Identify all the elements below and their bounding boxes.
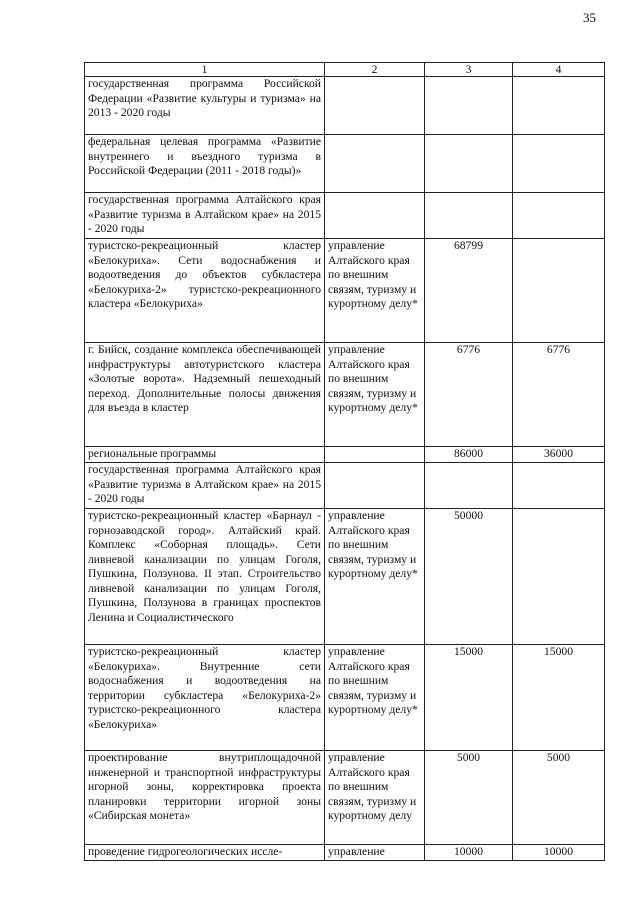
amount-cell: 10000: [425, 845, 513, 861]
amount-cell: 15000: [513, 645, 605, 751]
program-name-cell: государственная программа Российской Федерации «Развитие культуры и туризма» на 2013 - 2020 годы: [85, 77, 325, 135]
table-row: [85, 463, 605, 509]
program-name-cell: туристско-рекреационный кластер «Барнаул - горнозаводской город». Алтайский край. Комплекс «Соборная площадь». Сети ливневой канализации по улицам Гоголя, Пушкина, Ползунова. II этап. Строительство ливневой канализации по улицам Гоголя, Пушкина, Ползунова в границах проспектов Ленина и Социалистического: [85, 509, 325, 645]
responsible-cell: [325, 193, 425, 239]
amount-cell: 50000: [425, 509, 513, 645]
header-row: [85, 63, 605, 77]
responsible-cell: [325, 135, 425, 193]
amount-cell: [425, 193, 513, 239]
table-row: [85, 845, 605, 861]
column-header-2: 2: [325, 63, 425, 77]
program-name-cell: туристско-рекреационный кластер «Белокуриха». Сети водоснабжения и водоотведения до объектов субкластера «Белокуриха-2» туристско-рекреационного кластера «Белокуриха»: [85, 239, 325, 343]
amount-cell: 5000: [425, 751, 513, 845]
responsible-cell: [325, 463, 425, 509]
program-name-cell: туристско-рекреационный кластер «Белокуриха». Внутренние сети водоснабжения и водоотведения на территории субкластера «Белокуриха-2» туристско-рекреационного кластера «Белокуриха»: [85, 645, 325, 751]
amount-cell: [425, 77, 513, 135]
responsible-cell: [325, 447, 425, 463]
amount-cell: [425, 463, 513, 509]
amount-cell: [513, 193, 605, 239]
amount-cell: 15000: [425, 645, 513, 751]
amount-cell: 6776: [425, 343, 513, 447]
program-name-cell: проведение гидрогеологических иссле-: [85, 845, 325, 861]
program-name-cell: федеральная целевая программа «Развитие внутреннего и въездного туризма в Российской Федерации (2011 - 2018 годы)»: [85, 135, 325, 193]
responsible-cell: управление Алтайского края по внешним связям, туризму и курортному делу: [325, 751, 425, 845]
table-row: [85, 509, 605, 645]
column-header-3: 3: [425, 63, 513, 77]
budget-table: [84, 62, 605, 861]
amount-cell: 5000: [513, 751, 605, 845]
table-row: [85, 645, 605, 751]
page-number: 35: [583, 10, 596, 25]
program-name-cell: проектирование внутриплощадочной инженерной и транспортной инфраструктуры игорной зоны, корректировка проекта планировки территории игорной зоны «Сибирская монета»: [85, 751, 325, 845]
amount-cell: [513, 239, 605, 343]
amount-cell: 36000: [513, 447, 605, 463]
amount-cell: [513, 135, 605, 193]
program-name-cell: государственная программа Алтайского края «Развитие туризма в Алтайском крае» на 2015 - 2020 годы: [85, 193, 325, 239]
amount-cell: [513, 77, 605, 135]
responsible-cell: управление Алтайского края по внешним связям, туризму и курортному делу*: [325, 645, 425, 751]
table-row: [85, 77, 605, 135]
table-row: [85, 751, 605, 845]
table-row: [85, 193, 605, 239]
table-row: [85, 343, 605, 447]
amount-cell: [513, 463, 605, 509]
column-header-4: 4: [513, 63, 605, 77]
table-row: [85, 447, 605, 463]
amount-cell: [513, 509, 605, 645]
responsible-cell: управление Алтайского края по внешним связям, туризму и курортному делу*: [325, 343, 425, 447]
responsible-cell: управление Алтайского края по внешним связям, туризму и курортному делу*: [325, 509, 425, 645]
responsible-cell: управление: [325, 845, 425, 861]
program-name-cell: государственная программа Алтайского края «Развитие туризма в Алтайском крае» на 2015 - 2020 годы: [85, 463, 325, 509]
amount-cell: 86000: [425, 447, 513, 463]
program-name-cell: региональные программы: [85, 447, 325, 463]
amount-cell: [425, 135, 513, 193]
amount-cell: 68799: [425, 239, 513, 343]
responsible-cell: управление Алтайского края по внешним связям, туризму и курортному делу*: [325, 239, 425, 343]
amount-cell: 10000: [513, 845, 605, 861]
amount-cell: 6776: [513, 343, 605, 447]
table-row: [85, 135, 605, 193]
responsible-cell: [325, 77, 425, 135]
table-row: [85, 239, 605, 343]
column-header-1: 1: [85, 63, 325, 77]
program-name-cell: г. Бийск, создание комплекса обеспечивающей инфраструктуры автотуристского кластера «Золотые ворота». Надземный пешеходный переход. Дополнительные полосы движения для въезда в кластер: [85, 343, 325, 447]
